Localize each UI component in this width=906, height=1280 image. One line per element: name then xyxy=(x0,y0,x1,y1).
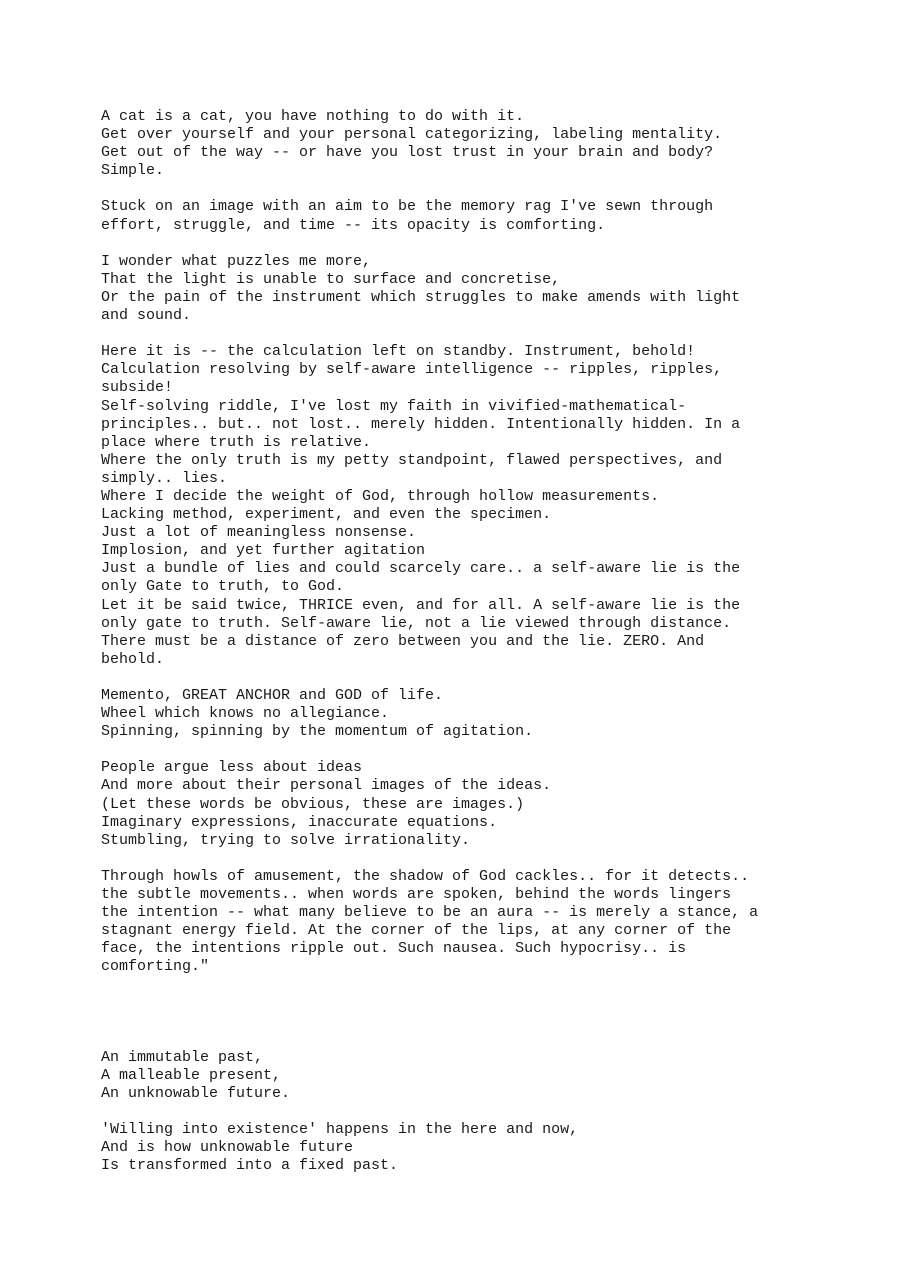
text-line: the intention -- what many believe to be an aura -- is merely a stance, a xyxy=(101,904,759,922)
text-line: And is how unknowable future xyxy=(101,1139,354,1157)
paragraph xyxy=(101,198,891,234)
text-line: the subtle movements.. when words are spoken, behind the words lingers xyxy=(101,886,732,904)
text-line: Memento, GREAT ANCHOR and GOD of life. xyxy=(101,687,444,704)
text-line: That the light is unable to surface and concretise, xyxy=(101,270,561,288)
paragraph xyxy=(101,253,891,325)
paragraph xyxy=(101,343,891,669)
text-line: And more about their personal images of the ideas. xyxy=(101,777,552,795)
text-line: place where truth is relative. xyxy=(101,433,372,451)
text-line: Calculation resolving by self-aware intelligence -- ripples, ripples, xyxy=(101,361,723,379)
text-line: 'Willing into existence' happens in the here and now, xyxy=(101,1120,579,1138)
text-line: Just a bundle of lies and could scarcely care.. a self-aware lie is the xyxy=(101,560,741,578)
text-line: only gate to truth. Self-aware lie, not a lie viewed through distance. xyxy=(101,614,732,632)
text-line: Or the pain of the instrument which struggles to make amends with light xyxy=(101,288,741,306)
text-line: comforting." xyxy=(101,958,210,976)
text-line: Where the only truth is my petty standpoint, flawed perspectives, and xyxy=(101,451,723,469)
closing-paragraph xyxy=(101,1121,891,1175)
text-line: simply.. lies. xyxy=(101,469,228,487)
text-line: Is transformed into a fixed past. xyxy=(101,1157,399,1175)
text-line: stagnant energy field. At the corner of the lips, at any corner of the xyxy=(101,922,732,940)
text-line: Imaginary expressions, inaccurate equations. xyxy=(101,813,498,831)
paragraph xyxy=(101,687,891,741)
section-gap xyxy=(101,995,891,1049)
text-line: A malleable present, xyxy=(101,1066,282,1084)
text-line: Implosion, and yet further agitation xyxy=(101,542,426,560)
text-line: principles.. but.. not lost.. merely hidden. Intentionally hidden. In a xyxy=(101,415,741,433)
document-page xyxy=(101,108,891,1193)
text-line: behold. xyxy=(101,650,165,668)
text-line: Lacking method, experiment, and even the specimen. xyxy=(101,506,552,524)
text-line: subside! xyxy=(101,379,174,397)
text-line: Let it be said twice, THRICE even, and for all. A self-aware lie is the xyxy=(101,596,741,614)
text-line: Simple. xyxy=(101,162,165,180)
text-line: I wonder what puzzles me more, xyxy=(101,252,372,270)
text-line: effort, struggle, and time -- its opacity is comforting. xyxy=(101,216,606,234)
text-line: and sound. xyxy=(101,307,192,325)
text-line: Where I decide the weight of God, through hollow measurements. xyxy=(101,487,660,505)
text-line: Stumbling, trying to solve irrationality. xyxy=(101,831,471,849)
text-line: Self-solving riddle, I've lost my faith in vivified-mathematical- xyxy=(101,397,687,415)
text-line: (Let these words be obvious, these are images.) xyxy=(101,795,525,813)
text-line: only Gate to truth, to God. xyxy=(101,578,345,596)
text-line: There must be a distance of zero between you and the lie. ZERO. And xyxy=(101,632,705,650)
closing-paragraph xyxy=(101,1049,891,1103)
text-line: Just a lot of meaningless nonsense. xyxy=(101,524,417,542)
text-line: Get over yourself and your personal categorizing, labeling mentality. xyxy=(101,126,723,144)
text-line: face, the intentions ripple out. Such nausea. Such hypocrisy.. is xyxy=(101,940,687,958)
paragraph xyxy=(101,759,891,849)
text-line: Here it is -- the calculation left on standby. Instrument, behold! xyxy=(101,343,696,361)
text-line: A cat is a cat, you have nothing to do with it. xyxy=(101,108,525,125)
text-line: Stuck on an image with an aim to be the memory rag I've sewn through xyxy=(101,198,714,216)
text-line: An immutable past, xyxy=(101,1048,264,1066)
text-line: Spinning, spinning by the momentum of agitation. xyxy=(101,723,534,741)
text-line: Wheel which knows no allegiance. xyxy=(101,705,390,723)
text-line: An unknowable future. xyxy=(101,1084,291,1102)
paragraph xyxy=(101,108,891,180)
text-line: Get out of the way -- or have you lost trust in your brain and body? xyxy=(101,144,714,162)
text-line: Through howls of amusement, the shadow of God cackles.. for it detects.. xyxy=(101,867,750,885)
paragraph xyxy=(101,868,891,977)
text-line: People argue less about ideas xyxy=(101,759,363,777)
